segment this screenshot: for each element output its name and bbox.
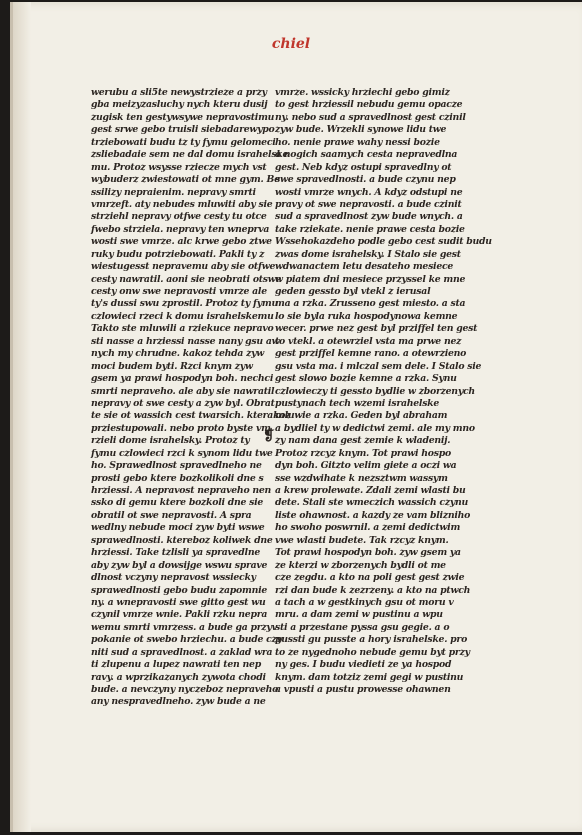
- text-line: any nespravedlneho. zyw bude a ne: [91, 696, 266, 708]
- text-line: lo sie byla ruka hospodynowa kemne: [275, 310, 458, 322]
- text-line: moci budem byti. Rzci knym zyw: [91, 360, 253, 372]
- text-line: dlnost vczyny nepravost wssiecky: [91, 572, 256, 584]
- text-line: ssko di gemu ktere bozkoli dne sie: [91, 497, 264, 509]
- text-line: wdwanactem letu desateho mesiece: [275, 261, 454, 273]
- text-line: nepravy ot swe cesty a zyw byl. Obrat: [91, 397, 275, 409]
- text-line: rzi dan bude k zezrzeny. a kto na ptwch: [275, 584, 471, 596]
- text-line: cesty nawratil. aoni sie neobrati otswe: [91, 273, 282, 285]
- text-line: ty's dussi swu zprostil. Protoz ty fymu: [91, 298, 278, 310]
- text-line: dete. Stali ste wmeczich wassich czynu: [275, 497, 469, 509]
- text-line: swe spravedlnosti. a bude czynu nep: [275, 174, 456, 186]
- text-line: geden gessto byl vtekl z ierusal: [275, 286, 431, 297]
- text-line: ny. a wnepravosti swe gitto gest wu: [91, 596, 266, 608]
- text-line: czlowieci rzeci k domu israhelskemu: [91, 310, 274, 322]
- text-line: vwe wlasti budete. Tak rzcyz knym.: [275, 534, 449, 546]
- text-line: sti a przestane pyssa gsu gegie. a o: [275, 621, 450, 633]
- text-line: dyn boh. Gitzto velim giete a oczi wa: [275, 460, 457, 472]
- text-line: ma a rzka. Zrusseno gest miesto. a sta: [275, 298, 466, 310]
- text-line: a bydliel ty w dedictwi zemi. ale my mno: [275, 422, 475, 434]
- text-line: mru. a dam zemi w pustinu a wpu: [275, 609, 443, 621]
- text-line: Takto ste mluwili a rziekuce nepravo: [91, 323, 274, 335]
- text-line: gba meizyzasluchy nych kteru dusij: [91, 99, 268, 111]
- text-line: smrti nepraveho. ale aby sie nawratil: [91, 385, 275, 397]
- text-line: mu. Protoz wsysse rziecze mych vst: [91, 161, 267, 173]
- text-line: wemu smrti vmrzess. a bude ga przyv: [91, 621, 277, 633]
- text-line: zwas dome israhelsky. I Stalo sie gest: [275, 248, 461, 260]
- text-line: Tot prawi hospodyn boh. zyw gsem ya: [275, 547, 461, 559]
- text-line: a krew prolewate. Zdali zemi wlasti bu: [275, 485, 466, 496]
- text-line: a vpusti a pustu prowesse ohawnen: [275, 684, 451, 695]
- text-line: Protoz rzcyz knym. Tot prawi hospo: [275, 447, 451, 459]
- text-line: to gest hrziessil nebudu gemu opacze: [275, 99, 463, 111]
- text-line: nych my chrudne. kakoz tehda zyw: [91, 348, 265, 360]
- text-line: gest slowo bozie kemne a rzka. Synu: [275, 373, 457, 385]
- text-line: ruky budu potrziebowati. Pakli ty z: [91, 248, 265, 260]
- text-line: a tach a w gestkinych gsu ot moru v: [275, 596, 454, 608]
- text-line: to ze nygednoho nebude gemu byt przy: [275, 646, 470, 658]
- text-line: rzieli dome israhelsky. Protoz ty: [91, 435, 250, 447]
- text-line: ny ges. I budu viedieti ze ya hospod: [275, 659, 452, 671]
- text-line: ho. Sprawedlnost spravedlneho ne: [91, 460, 262, 472]
- text-line: obratil ot swe nepravosti. A spra: [91, 509, 252, 521]
- text-line: ravy. a wprzikazanych zywota chodi: [91, 671, 266, 683]
- text-line: sti nasse a hrziessi nasse nany gsu aw: [91, 335, 280, 347]
- text-line: wosti swe vmrze. alc krwe gebo ztwe: [91, 236, 272, 248]
- text-line: zy nam dana gest zemie k wladenij.: [275, 435, 451, 447]
- text-line: cesty onw swe nepravosti vmrze ale: [91, 286, 267, 297]
- running-head: chiel: [271, 36, 311, 52]
- text-line: gest srwe gebo truisli siebadarewypo: [91, 124, 275, 136]
- text-line: trziebowati budu tz ty fymu gelomeci: [91, 136, 276, 148]
- text-line: werubu a sli5te newystrzieze a przy: [91, 87, 267, 98]
- text-line: gest. Neb kdyz ostupi spravedlny ot: [275, 161, 452, 173]
- text-line: wybuderz zwiestowati ot mne gym. Be: [91, 174, 280, 186]
- text-line: ssilizy nepraienim. nepravy smrti: [91, 186, 256, 198]
- text-line: pustynach tech wzemi israhelske: [275, 397, 440, 409]
- text-line: zugisk ten gestywsywe nepravostimu: [91, 111, 275, 123]
- text-line: pokanie ot swebo hrziechu. a bude czy: [91, 634, 282, 646]
- text-line: wosti vmrze wnych. A kdyz odstupi ne: [275, 186, 463, 198]
- text-line: aby zyw byl a dowsijge wswu sprave: [91, 559, 268, 571]
- text-line: vmrze. wssicky hrziechi gebo gimiz: [275, 87, 450, 98]
- right-text-column: [275, 87, 492, 696]
- text-line: wedlny nebude moci zyw byti wswe: [91, 522, 265, 534]
- left-text-column: [91, 87, 291, 709]
- text-line: fymu czlowieci rzci k synom lidu twe: [91, 447, 273, 459]
- text-line: take rziekate. nenie prawe cesta bozie: [275, 223, 465, 235]
- text-line: te sie ot wassich cest twarsich. kterakoz: [91, 410, 291, 422]
- text-line: to vtekl. a otewrziel vsta ma prwe nez: [275, 335, 462, 347]
- text-line: cze zegdu. a kto na poli gest gest zwie: [275, 572, 465, 584]
- manuscript-page: [10, 2, 582, 832]
- text-line: liste ohawnost. a kazdy ze vam blizniho: [275, 509, 471, 521]
- text-line: ho swoho poswrnil. a zemi dedictwim: [275, 522, 461, 534]
- text-line: wiestugesst nepravemu aby sie otfwe: [91, 261, 276, 273]
- text-line: wecer. prwe nez gest byl prziffel ten gest: [275, 323, 478, 335]
- text-line: knym. dam totziz zemi gegi w pustinu: [275, 671, 464, 683]
- text-line: ho. nenie prawe wahy nessi bozie: [275, 136, 440, 148]
- text-line: w piatem dni mesiece przyssel ke mne: [275, 273, 466, 285]
- text-line: gsu vsta ma. i mlczal sem dele. I Stalo sie: [275, 360, 482, 372]
- text-line: prosti gebo ktere bozkolikoli dne s: [91, 472, 264, 484]
- text-line: zyw bude. Wrzekli synowe lidu twe: [275, 124, 447, 136]
- text-line: pussti gu pusste a hory israhelske. pro: [275, 634, 468, 646]
- text-line: zsliebadaie sem ne dal domu israhelske: [91, 149, 289, 161]
- text-line: ze kterzi w zborzenych bydli ot me: [275, 559, 446, 571]
- text-line: sprawedlnosti gebo budu zapomnie: [91, 584, 268, 596]
- text-line: strziehl nepravy otfwe cesty tu otce: [91, 211, 267, 223]
- text-line: gest prziffel kemne rano. a otewrzieno: [275, 348, 467, 360]
- text-line: ny. nebo sud a spravedlnost gest czinil: [275, 111, 466, 123]
- text-line: sse wzdwihate k nezsztwm wassym: [275, 472, 448, 484]
- text-line: gsem ya prawi hospodyn boh. nechci: [91, 373, 274, 385]
- text-line: prziestupowali. nebo proto byste vm: [91, 422, 271, 434]
- text-line: pravy ot swe nepravosti. a bude czinit: [275, 198, 462, 210]
- text-line: a nogich saamych cesta nepravedlna: [275, 149, 458, 161]
- text-line: vmrzeft. aty nebudes mluwiti aby sie: [91, 198, 273, 210]
- text-line: bude. a nevczyny nyczeboz nepraveho: [91, 684, 279, 695]
- text-line: hrziessi. A nepravost nepraveho nen: [91, 485, 272, 496]
- paragraph-mark-icon: ❡: [263, 428, 275, 444]
- text-line: fwebo strziela. nepravy ten wneprva: [91, 223, 270, 235]
- text-line: Wssehokazdeho podle gebo cest sudit budu: [275, 236, 492, 248]
- text-line: hrziessi. Take tzlisli ya spravedlne: [91, 547, 261, 559]
- text-line: mluwie a rzka. Geden byl abraham: [275, 410, 448, 422]
- text-line: niti sud a spravedlnost. a zaklad wra: [91, 646, 273, 658]
- text-line: czlowieczy ti gessto bydlie w zborzenych: [275, 385, 475, 397]
- text-line: sprawedlnosti. ktereboz koliwek dne: [91, 534, 273, 546]
- text-line: sud a spravedlnost zyw bude wnych. a: [275, 211, 463, 223]
- text-line: czynil vmrze wnie. Pakli rzku nepra: [91, 609, 268, 621]
- page-gutter: [13, 2, 31, 832]
- text-line: ti zlupenu a lupez nawrati ten nep: [91, 659, 261, 671]
